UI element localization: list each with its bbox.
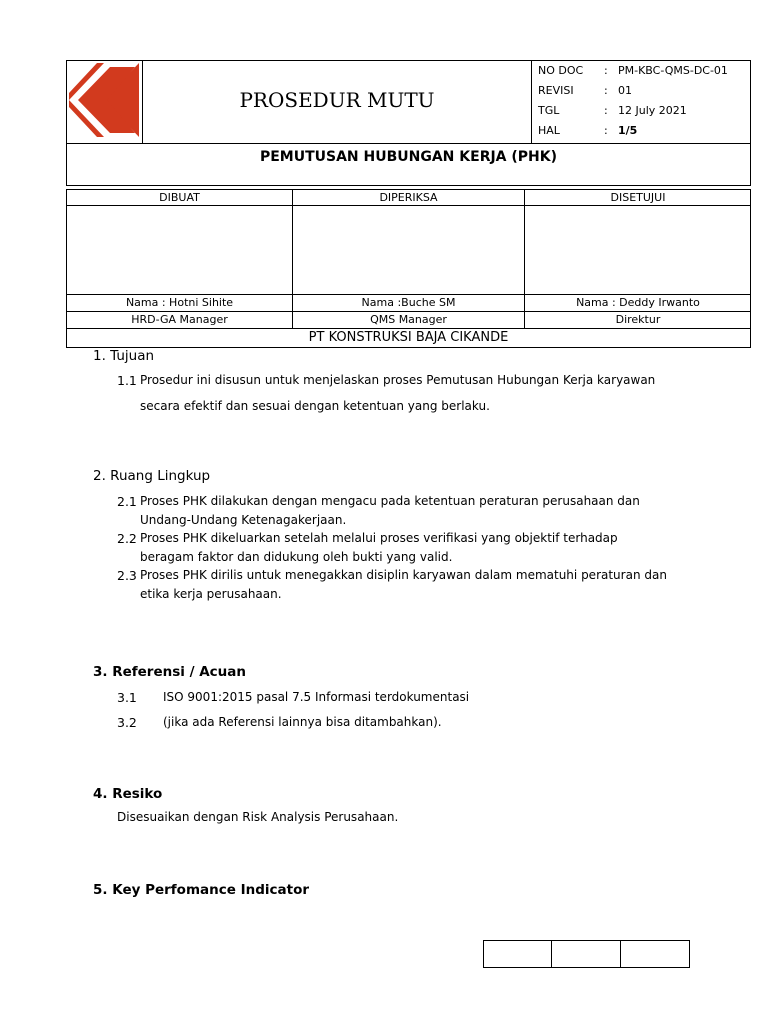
section-2-item-line2: etika kerja perusahaan.	[140, 587, 282, 601]
colon: :	[604, 124, 608, 137]
company-name: PT KONSTRUKSI BAJA CIKANDE	[308, 330, 509, 345]
doc-info-value: 01	[618, 84, 632, 97]
kpi-col-divider	[551, 940, 552, 968]
name-diperiksa: Nama :Buche SM	[361, 296, 456, 309]
section-3-item-num: 3.1	[117, 690, 137, 705]
section-1-heading: 1. Tujuan	[93, 348, 155, 364]
doc-info-label: REVISI	[538, 84, 574, 97]
doc-info-revisi	[538, 81, 728, 101]
section-3-item-text: ISO 9001:2015 pasal 7.5 Informasi terdokumentasi	[163, 690, 470, 704]
company-logo	[69, 63, 139, 137]
doc-info-label: HAL	[538, 124, 560, 137]
section-4-text: Disesuaikan dengan Risk Analysis Perusahaan.	[117, 810, 399, 824]
section-2-item-num: 2.3	[117, 568, 137, 583]
doc-info-value: 12 July 2021	[618, 104, 687, 117]
section-1-item-line1: Prosedur ini disusun untuk menjelaskan proses Pemutusan Hubungan Kerja karyawan	[140, 373, 656, 387]
section-1-item-line2: secara efektif dan sesuai dengan ketentuan yang berlaku.	[140, 399, 490, 413]
kpi-table	[483, 940, 690, 968]
section-2-heading: 2. Ruang Lingkup	[93, 468, 211, 484]
doc-info-value: PM-KBC-QMS-DC-01	[618, 64, 728, 77]
section-2-item-num: 2.2	[117, 531, 137, 546]
doc-info	[538, 61, 728, 141]
doc-info-label: NO DOC	[538, 64, 584, 77]
approval-row-divider	[66, 328, 751, 329]
role-dibuat: HRD-GA Manager	[131, 313, 228, 326]
section-2-item-line1: Proses PHK dikeluarkan setelah melalui proses verifikasi yang objektif terhadap	[140, 531, 618, 545]
kpi-col-divider	[620, 940, 621, 968]
col-header-dibuat: DIBUAT	[159, 191, 200, 204]
section-5-heading: 5. Key Perfomance Indicator	[93, 882, 310, 898]
section-2-item-line1: Proses PHK dirilis untuk menegakkan disiplin karyawan dalam mematuhi peraturan dan	[140, 568, 667, 582]
colon: :	[604, 84, 608, 97]
doc-info-value: 1/5	[618, 124, 638, 137]
name-disetujui: Nama : Deddy Irwanto	[576, 296, 700, 309]
section-3-item-num: 3.2	[117, 715, 137, 730]
doc-info-hal	[538, 121, 728, 141]
col-header-diperiksa: DIPERIKSA	[379, 191, 438, 204]
colon: :	[604, 64, 608, 77]
section-2-item-num: 2.1	[117, 494, 137, 509]
signature-cell-dibuat	[67, 206, 292, 294]
section-3-heading: 3. Referensi / Acuan	[93, 664, 247, 680]
doc-info-no	[538, 61, 728, 81]
section-2-item-line1: Proses PHK dilakukan dengan mengacu pada ketentuan peraturan perusahaan dan	[140, 494, 640, 508]
role-disetujui: Direktur	[615, 313, 661, 326]
section-3-item-text: (jika ada Referensi lainnya bisa ditambahkan).	[163, 715, 442, 729]
doc-info-label: TGL	[538, 104, 560, 117]
header-divider	[66, 143, 751, 144]
approval-row-divider	[66, 294, 751, 295]
docinfo-divider	[531, 60, 532, 144]
section-2-item-line2: Undang-Undang Ketenagakerjaan.	[140, 513, 347, 527]
document-subtitle: PEMUTUSAN HUBUNGAN KERJA (PHK)	[259, 149, 558, 165]
approval-row-divider	[66, 311, 751, 312]
col-header-disetujui: DISETUJUI	[610, 191, 666, 204]
section-1-item-num: 1.1	[117, 373, 137, 388]
section-2-item-line2: beragam faktor dan didukung oleh bukti yang valid.	[140, 550, 453, 564]
colon: :	[604, 104, 608, 117]
document-title: PROSEDUR MUTU	[239, 88, 435, 112]
signature-cell-disetujui	[525, 206, 751, 294]
signature-cell-diperiksa	[293, 206, 524, 294]
role-diperiksa: QMS Manager	[370, 313, 447, 326]
logo-mark-icon	[69, 63, 139, 137]
doc-info-tgl	[538, 101, 728, 121]
section-4-heading: 4. Resiko	[93, 786, 163, 802]
name-dibuat: Nama : Hotni Sihite	[125, 296, 234, 309]
